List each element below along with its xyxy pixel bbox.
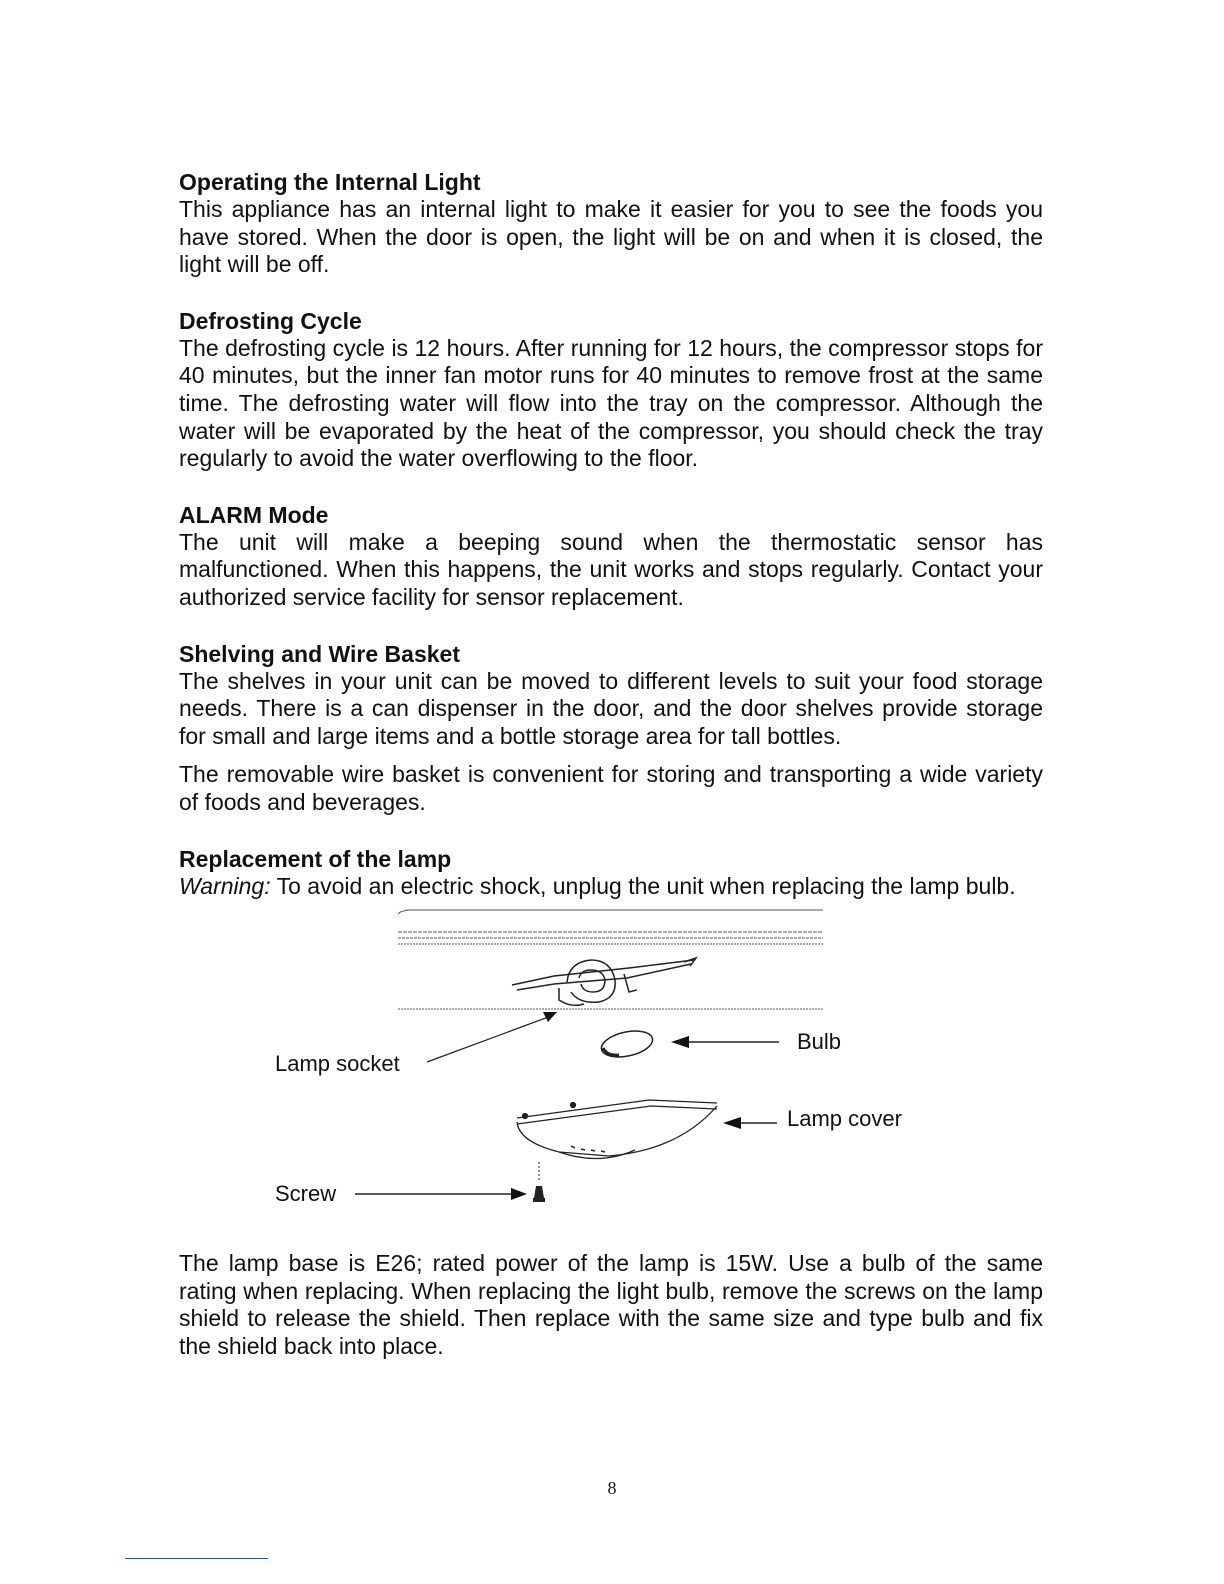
lamp-socket-arrowhead bbox=[543, 1012, 557, 1022]
lamp-cover-shape bbox=[517, 1100, 717, 1159]
lamp-cover-arrowhead bbox=[723, 1117, 741, 1129]
section-defrosting-cycle bbox=[179, 307, 1043, 473]
warning-text: To avoid an electric shock, unplug the unit when replacing the lamp bulb. bbox=[270, 872, 1016, 899]
warning-label: Warning: bbox=[179, 872, 271, 899]
page-number: 8 bbox=[607, 1478, 617, 1498]
section-alarm-mode bbox=[179, 501, 1043, 612]
section-lamp-replacement bbox=[179, 845, 1043, 901]
section-heading: Shelving and Wire Basket bbox=[179, 640, 460, 667]
screw-arrowhead bbox=[511, 1188, 527, 1200]
section-heading: Replacement of the lamp bbox=[179, 845, 452, 872]
section-heading: Operating the Internal Light bbox=[179, 169, 481, 195]
label-bulb: Bulb bbox=[797, 1029, 842, 1055]
section-body: The defrosting cycle is 12 hours. After running for 12 hours, the compressor stops for 40 minutes, but the inner fan motor runs for 40 minutes to remove frost at the same time. The defrosting water will flow into the tray on the compressor. Although the water will be evaporated by the heat of the compressor, you should check the tray regularly to avoid the water overflowing to the floor. bbox=[179, 334, 1043, 472]
lamp-socket-shape bbox=[512, 958, 696, 1005]
section-heading: Defrosting Cycle bbox=[179, 307, 362, 334]
section-body: The unit will make a beeping sound when the thermostatic sensor has malfunctioned. When this happens, the unit works and stops regularly. Contact your authorized service facility for sensor replacement. bbox=[179, 528, 1043, 610]
section-body-2: The removable wire basket is convenient for storing and transporting a wide variety of foods and beverages. bbox=[179, 761, 1043, 815]
manual-page bbox=[179, 168, 1043, 1360]
section-body: This appliance has an internal light to make it easier for you to see the foods you have stored. When the door is open, the light will be on and when it is closed, the light will be off. bbox=[179, 196, 1043, 278]
lamp-socket-pointer bbox=[427, 1016, 551, 1062]
lamp-spec-paragraph: The lamp base is E26; rated power of the lamp is 15W. Use a bulb of the same rating when replacing. When replacing the light bulb, remove the screws on the lamp shield to release the shield. Then replace with the same size and type bulb and fix the shield back into place. bbox=[179, 1250, 1043, 1359]
section-internal-light bbox=[179, 168, 1043, 279]
label-lamp-socket: Lamp socket bbox=[275, 1051, 400, 1077]
ceiling-lines bbox=[398, 910, 823, 1009]
screw-shape bbox=[533, 1162, 545, 1202]
lamp-replacement-diagram bbox=[179, 900, 1043, 1250]
label-lamp-cover: Lamp cover bbox=[787, 1106, 902, 1132]
section-shelving-wire-basket bbox=[179, 640, 1043, 817]
label-screw: Screw bbox=[275, 1181, 337, 1207]
bulb-arrowhead bbox=[671, 1036, 689, 1048]
warning-paragraph bbox=[179, 873, 1043, 901]
section-heading: ALARM Mode bbox=[179, 501, 329, 528]
bulb-shape bbox=[599, 1027, 655, 1061]
footer-rule bbox=[125, 1558, 268, 1559]
section-body: The shelves in your unit can be moved to different levels to suit your food storage needs. There is a can dispenser in the door, and the door shelves provide storage for small and large items and a bottle storage area for tall bottles. bbox=[179, 667, 1043, 749]
